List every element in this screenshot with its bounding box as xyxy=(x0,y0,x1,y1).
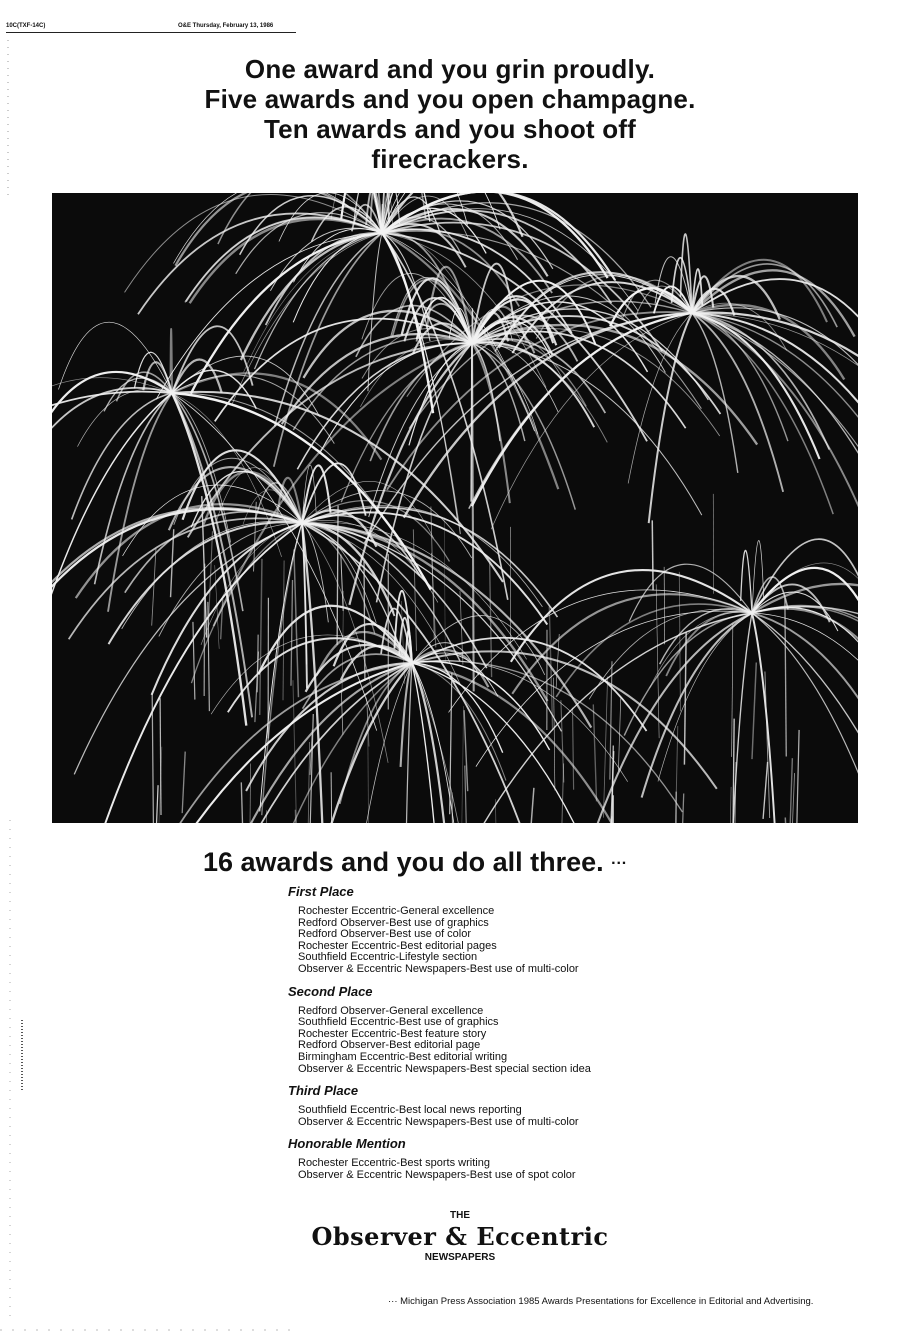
section-third-place xyxy=(288,1083,708,1128)
section-honorable-mention xyxy=(288,1136,708,1181)
award-item: Southfield Eccentric-Best local news reporting xyxy=(298,1104,522,1117)
logo-newspapers: NEWSPAPERS xyxy=(424,1252,496,1263)
fireworks-photo xyxy=(52,193,858,823)
award-list xyxy=(288,884,708,1190)
firework-streak xyxy=(382,233,458,520)
award-item: Rochester Eccentric-General excellence xyxy=(298,905,495,917)
award-item: Southfield Eccentric-Best use of graphics xyxy=(298,1016,499,1029)
firework-streak xyxy=(752,606,858,699)
awards-subhead xyxy=(203,845,723,881)
folio-date: O&E Thursday, February 13, 1986 xyxy=(178,23,274,29)
ad-headline xyxy=(100,54,800,174)
firework-drip xyxy=(152,693,153,823)
section-first-place xyxy=(288,884,708,976)
award-item: Observer & Eccentric Newspapers-Best use of multi-color xyxy=(298,962,579,975)
firework-drip xyxy=(603,677,607,818)
firework-streak xyxy=(69,518,302,639)
firework-drip xyxy=(729,787,731,823)
firework-streak xyxy=(302,523,325,823)
firework-drip xyxy=(260,559,262,715)
firework-streak xyxy=(752,613,776,823)
firework-streak xyxy=(462,613,752,823)
firework-streak xyxy=(692,313,858,528)
firework-drip xyxy=(152,548,156,625)
firework-drip xyxy=(684,632,686,765)
firework-drip xyxy=(664,567,665,644)
page-folio xyxy=(6,22,296,33)
firework-streak xyxy=(752,613,858,823)
award-item: Rochester Eccentric-Best feature story xyxy=(298,1027,487,1040)
firework-drip xyxy=(788,758,792,823)
headline-line-4: firecrackers. xyxy=(371,144,529,174)
firework-streak xyxy=(595,613,752,823)
fireworks-image xyxy=(52,193,858,823)
award-item: Rochester Eccentric-Best sports writing xyxy=(298,1157,490,1170)
firework-drip xyxy=(797,730,799,823)
firework-drip xyxy=(341,691,343,735)
firework-drip xyxy=(593,704,596,801)
firework-streak xyxy=(340,663,412,804)
firework-drip xyxy=(193,622,195,700)
firework-streak xyxy=(104,378,172,411)
headline-line-2: Five awards and you open champagne. xyxy=(204,84,696,114)
firework-streak xyxy=(401,663,412,767)
firework-streak xyxy=(752,613,858,823)
firework-drip xyxy=(561,700,564,782)
award-item: Birmingham Eccentric-Best editorial writing xyxy=(298,1050,508,1063)
firework-streak xyxy=(171,329,172,393)
firework-drip xyxy=(554,678,555,791)
firework-streak xyxy=(692,313,820,459)
firework-drip xyxy=(461,706,463,823)
firework-streak xyxy=(741,550,752,613)
firework-drip xyxy=(241,782,246,823)
firework-drip xyxy=(291,580,293,686)
award-item: Redford Observer-Best editorial page xyxy=(298,1039,481,1052)
firework-drip xyxy=(257,635,258,693)
footnote-marker: ··· xyxy=(611,854,628,872)
footnote: ··· Michigan Press Association 1985 Awards Presentations for Excellence in Editorial and Advertising. xyxy=(388,1296,814,1307)
subhead-text: 16 awards and you do all three. xyxy=(203,847,604,877)
headline-line-3: Ten awards and you shoot off xyxy=(263,114,637,144)
award-item: Southfield Eccentric-Lifestyle section xyxy=(298,951,478,964)
firework-drip xyxy=(785,598,786,757)
section-second-place xyxy=(288,984,708,1076)
firework-drip xyxy=(652,520,653,590)
firework-drip xyxy=(283,560,284,700)
firework-drip xyxy=(752,663,756,760)
headline-line-1: One award and you grin proudly. xyxy=(244,54,656,84)
firework-drip xyxy=(763,762,767,819)
firework-streak xyxy=(412,663,448,823)
logo-the: THE xyxy=(450,1210,470,1221)
newspaper-logo xyxy=(300,1210,620,1264)
firework-drip xyxy=(572,708,573,790)
firework-streak xyxy=(472,343,500,441)
award-item: Redford Observer-General excellence xyxy=(298,1004,484,1017)
award-item: Observer & Eccentric Newspapers-Best use of spot color xyxy=(298,1168,576,1181)
firework-drip xyxy=(182,752,185,814)
award-item: Rochester Eccentric-Best editorial pages xyxy=(298,939,497,952)
firework-drip xyxy=(154,785,158,823)
firework-streak xyxy=(752,539,858,613)
firework-drip xyxy=(444,517,445,662)
firework-drip xyxy=(732,624,733,757)
firework-streak xyxy=(302,523,591,728)
firework-drip xyxy=(610,661,612,779)
firework-streak xyxy=(404,663,412,823)
firework-drip xyxy=(679,572,680,711)
firework-drip xyxy=(364,561,365,681)
firework-streak xyxy=(92,523,302,823)
award-item: Observer & Eccentric Newspapers-Best use of multi-color xyxy=(298,1115,579,1128)
logo-nameplate: Observer & Eccentric xyxy=(311,1222,609,1251)
section-title: Honorable Mention xyxy=(288,1136,406,1152)
firework-streak xyxy=(382,193,608,278)
firework-drip xyxy=(249,763,250,823)
firework-streak xyxy=(692,313,858,540)
firework-drip xyxy=(530,788,534,823)
firework-streak xyxy=(241,233,382,360)
folio-code: 10C(TXF-14C) xyxy=(6,23,46,29)
firework-drip xyxy=(341,555,343,611)
firework-streak xyxy=(412,651,717,788)
firework-streak xyxy=(302,523,524,823)
firework-streak xyxy=(72,393,172,519)
award-item: Observer & Eccentric Newspapers-Best special section idea xyxy=(298,1062,591,1075)
award-item: Redford Observer-Best use of color xyxy=(298,928,472,941)
firework-drip xyxy=(294,549,299,697)
firework-streak xyxy=(472,343,474,691)
section-title: Second Place xyxy=(288,983,373,999)
section-title: Third Place xyxy=(288,1083,359,1099)
firework-drip xyxy=(221,599,223,640)
firework-drip xyxy=(785,817,788,823)
section-title: First Place xyxy=(288,884,354,899)
firework-streak xyxy=(692,313,858,582)
firework-drip xyxy=(656,584,659,738)
firework-drip xyxy=(331,772,332,823)
award-item: Redford Observer-Best use of graphics xyxy=(298,916,489,929)
